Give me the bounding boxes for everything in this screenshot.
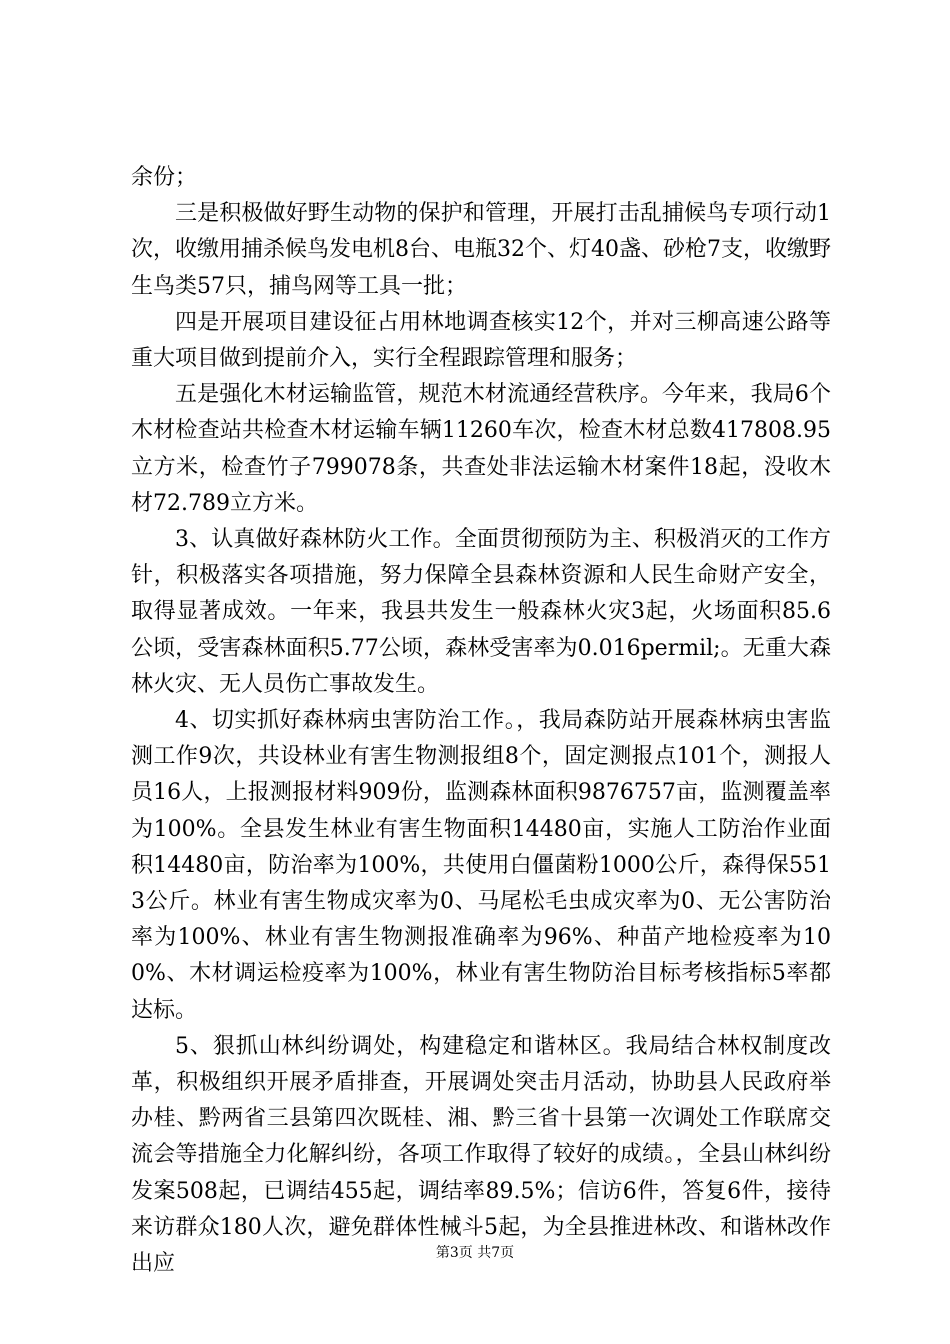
paragraph-continuation: 余份； (131, 165, 198, 190)
document-body (131, 160, 831, 1282)
paragraph-dispute-mediation: 5、狠抓山林纠纷调处，构建稳定和谐林区。我局结合林权制度改革，积极组织开展矛盾排查，开展调处突击月活动，协助县人民政府举办桂、黔两省三县第四次既桂、湘、黔三省十县第一次调处工作联席交流会等措施全力化解纠纷，各项工作取得了较好的成绩。，全县山林纠纷发案508起，已调结455起，调结率89.5%；信访6件，答复6件，接待来访群众180人次，避免群体性械斗5起，为全县推进林改、和谐林改作出应 (131, 1033, 831, 1277)
paragraph-timber-transport: 五是强化木材运输监管，规范木材流通经营秩序。今年来，我局6个木材检查站共检查木材运输车辆11260车次，检查木材总数417808.95立方米，检查竹子799078条，共查处非法运输木材案件18起，没收木材72.789立方米。 (131, 382, 831, 516)
paragraph-pest-control: 4、切实抓好森林病虫害防治工作。，我局森防站开展森林病虫害监测工作9次，共设林业有害生物测报组8个，固定测报点101个，测报人员16人，上报测报材料909份，监测森林面积9876757亩，监测覆盖率为100%。全县发生林业有害生物面积14480亩，实施人工防治作业面积14480亩，防治率为100%，共使用白僵菌粉1000公斤，森得保5513公斤。林业有害生物成灾率为0、马尾松毛虫成灾率为0、无公害防治率为100%、林业有害生物测报准确率为96%、种苗产地检疫率为100%、木材调运检疫率为100%，林业有害生物防治目标考核指标5率都达标。 (131, 708, 831, 1023)
paragraph-wildlife-protection: 三是积极做好野生动物的保护和管理，开展打击乱捕候鸟专项行动1次，收缴用捕杀候鸟发电机8台、电瓶32个、灯40盏、砂枪7支，收缴野生鸟类57只，捕鸟网等工具一批； (131, 201, 831, 299)
page-number-footer: 第3页 共7页 (435, 1245, 515, 1261)
paragraph-forest-land-survey: 四是开展项目建设征占用林地调查核实12个，并对三柳高速公路等重大项目做到提前介入，实行全程跟踪管理和服务； (131, 309, 831, 372)
paragraph-fire-prevention: 3、认真做好森林防火工作。全面贯彻预防为主、积极消灭的工作方针，积极落实各项措施，努力保障全县森林资源和人民生命财产安全，取得显著成效。一年来，我县共发生一般森林火灾3起，火场面积85.6公顷，受害森林面积5.77公顷，森林受害率为0.016permil;。无重大森林火灾、无人员伤亡事故发生。 (131, 527, 831, 697)
